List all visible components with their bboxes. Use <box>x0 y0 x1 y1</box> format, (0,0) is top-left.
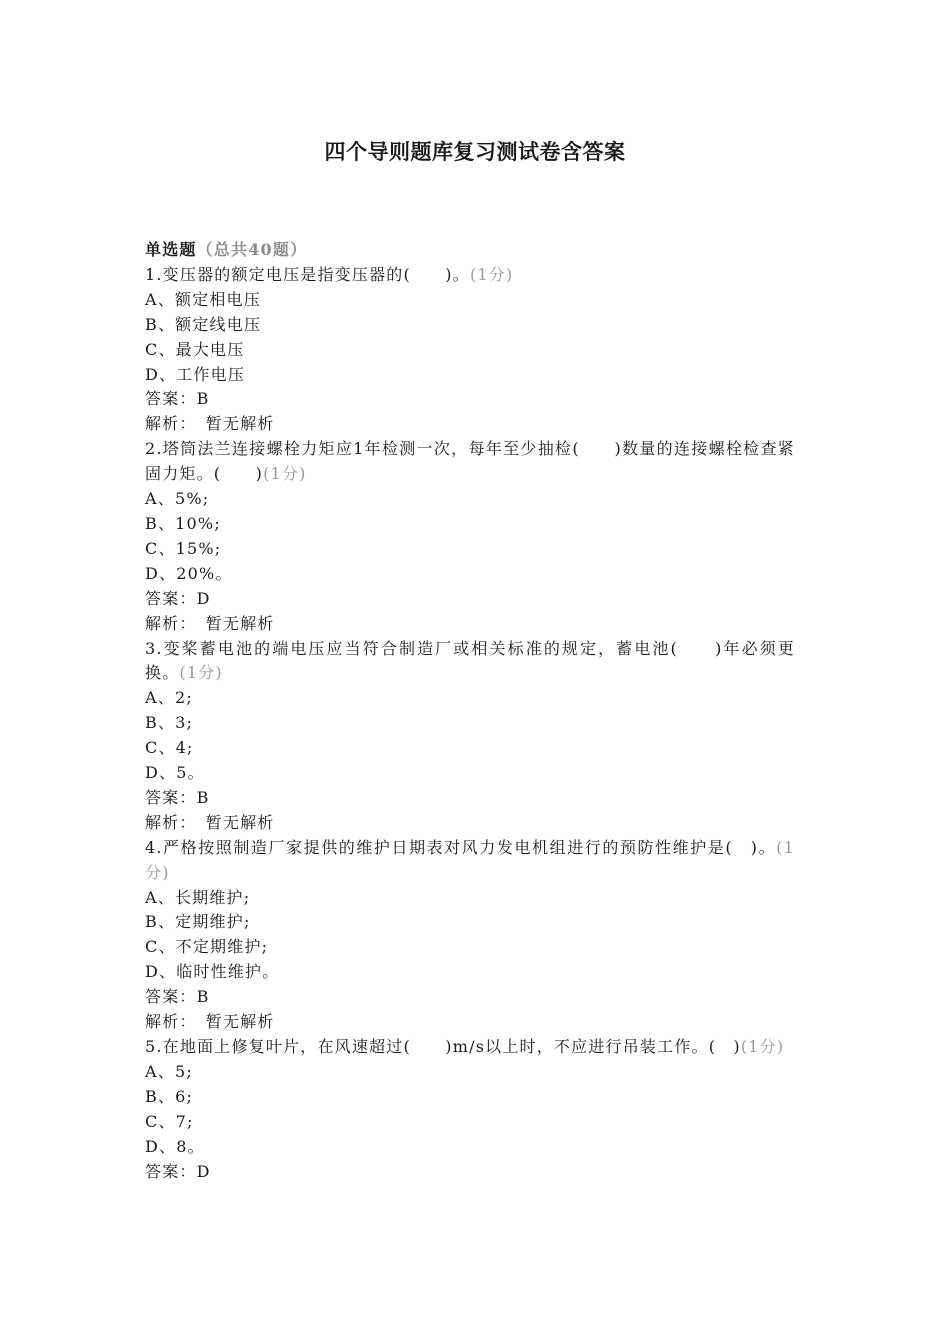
question-score: (1分) <box>740 1037 785 1056</box>
answer-line: 答案：D <box>145 1161 211 1181</box>
section-heading <box>145 238 795 263</box>
question-3 <box>145 637 795 836</box>
question-5 <box>145 1035 795 1184</box>
option-d: D、20%。 <box>145 563 233 583</box>
option-a: A、2; <box>145 688 193 708</box>
option-d: D、8。 <box>145 1136 205 1156</box>
section-count: （总共40题） <box>196 240 308 259</box>
section-label: 单选题 <box>145 240 197 259</box>
option-b: B、额定线电压 <box>145 314 262 334</box>
question-score: (1分) <box>263 464 307 484</box>
question-stem <box>145 637 795 687</box>
option-d: D、工作电压 <box>145 364 246 384</box>
option-a: A、额定相电压 <box>145 289 261 309</box>
answer-line: 答案：B <box>145 787 210 807</box>
option-a: A、长期维护; <box>145 887 251 907</box>
option-a: A、5; <box>145 1061 193 1081</box>
question-text: 1.变压器的额定电压是指变压器的( )。 <box>145 264 470 284</box>
question-text: 2.塔筒法兰连接螺栓力矩应1年检测一次，每年至少抽检( )数量的连接螺栓检查紧固力矩。( ) <box>145 439 795 484</box>
option-a: A、5%; <box>145 489 210 509</box>
answer-line: 答案：B <box>145 389 210 409</box>
option-c: C、7; <box>145 1111 194 1131</box>
question-text: 3.变桨蓄电池的端电压应当符合制造厂或相关标准的规定，蓄电池( )年必须更换。 <box>145 638 795 683</box>
question-score: (1分) <box>469 264 514 284</box>
option-c: C、不定期维护; <box>145 937 269 957</box>
question-score: (1分) <box>145 837 795 882</box>
option-b: B、6; <box>145 1086 194 1106</box>
option-c: C、最大电压 <box>145 339 245 359</box>
option-c: C、15%; <box>145 538 222 558</box>
option-b: B、3; <box>145 713 194 733</box>
question-list <box>145 238 795 1184</box>
option-c: C、4; <box>145 738 194 758</box>
analysis-line: 解析： 暂无解析 <box>145 414 275 434</box>
option-d: D、临时性维护。 <box>145 962 280 982</box>
question-text: 5.在地面上修复叶片，在风速超过( )m/s以上时，不应进行吊装工作。( ) <box>145 1037 741 1056</box>
question-stem <box>145 263 795 288</box>
option-b: B、定期维护; <box>145 912 251 932</box>
question-1 <box>145 263 795 437</box>
analysis-line: 解析： 暂无解析 <box>145 613 275 633</box>
answer-line: 答案：B <box>145 987 210 1007</box>
question-stem <box>145 836 795 886</box>
document-title: 四个导则题库复习测试卷含答案 <box>324 139 626 164</box>
question-4 <box>145 836 795 1035</box>
question-score: (1分) <box>179 663 223 683</box>
analysis-line: 解析： 暂无解析 <box>145 1012 275 1032</box>
question-text: 4.严格按照制造厂家提供的维护日期表对风力发电机组进行的预防性维护是( )。 <box>145 837 777 857</box>
question-2 <box>145 437 795 636</box>
question-stem <box>145 437 795 487</box>
question-stem <box>145 1035 795 1060</box>
answer-line: 答案：D <box>145 588 211 608</box>
analysis-line: 解析： 暂无解析 <box>145 812 275 832</box>
option-d: D、5。 <box>145 763 205 783</box>
option-b: B、10%; <box>145 513 221 533</box>
